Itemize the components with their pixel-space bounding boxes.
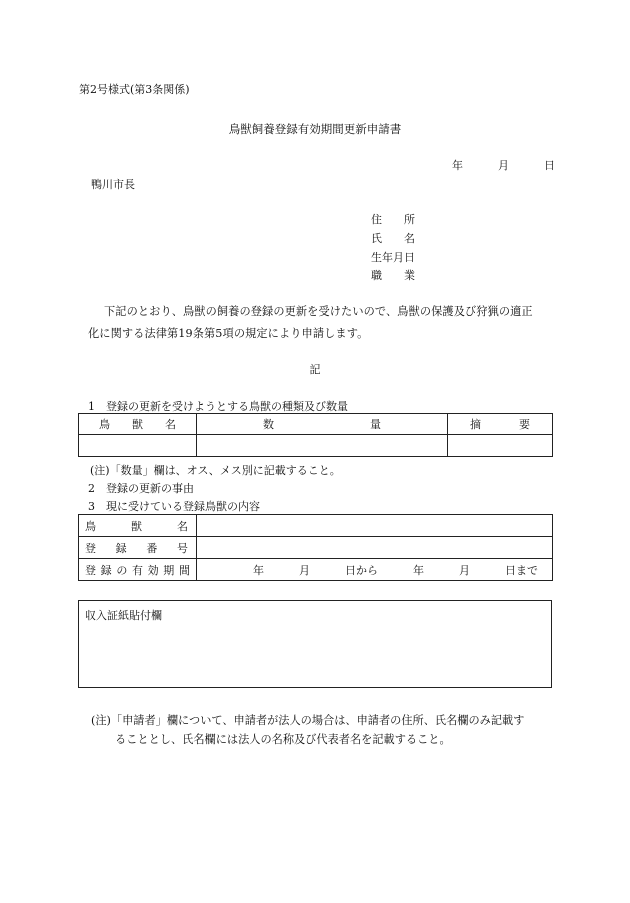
applicant-address-label: 住 所 bbox=[371, 213, 415, 226]
column-header-remarks: 摘 要 bbox=[448, 414, 553, 435]
row-label-registration-number: 登 録 番 号 bbox=[79, 537, 197, 559]
date-day-label: 日 bbox=[544, 159, 555, 172]
animal-type-quantity-table bbox=[78, 413, 553, 457]
registered-animal-table bbox=[78, 514, 553, 581]
table-row bbox=[79, 515, 553, 537]
body-text-line-2: 化に関する法律第19条第5項の規定により申請します。 bbox=[88, 327, 369, 340]
period-end-day: 日まで bbox=[505, 563, 538, 577]
registration-number-cell[interactable] bbox=[197, 537, 553, 559]
date-month-label: 月 bbox=[498, 159, 509, 172]
note-quantity: (注)「数量」欄は、オス、メス別に記載すること。 bbox=[90, 464, 341, 477]
table-row bbox=[79, 559, 553, 581]
section-1-heading: 1 登録の更新を受けようとする鳥獣の種類及び数量 bbox=[88, 400, 348, 413]
period-start-day: 日から bbox=[345, 563, 378, 577]
revenue-stamp-box[interactable] bbox=[78, 600, 552, 688]
column-header-animal-name: 鳥 獣 名 bbox=[79, 414, 197, 435]
table-row bbox=[79, 537, 553, 559]
note-applicant-line-1: (注)「申請者」欄について、申請者が法人の場合は、申請者の住所、氏名欄のみ記載す bbox=[91, 714, 525, 727]
period-start-month: 月 bbox=[299, 563, 310, 577]
addressee: 鴨川市長 bbox=[91, 178, 135, 191]
applicant-name-label: 氏 名 bbox=[371, 232, 415, 245]
quantity-cell[interactable] bbox=[197, 435, 448, 457]
remarks-cell[interactable] bbox=[448, 435, 553, 457]
row-label-valid-period: 登 録 の 有 効 期 間 bbox=[79, 559, 197, 581]
revenue-stamp-label: 収入証紙貼付欄 bbox=[85, 609, 162, 622]
form-number: 第2号様式(第3条関係) bbox=[79, 83, 190, 96]
applicant-birthdate-label: 生年月日 bbox=[371, 251, 415, 264]
period-end-month: 月 bbox=[459, 563, 470, 577]
note-applicant-line-2: ることとし、氏名欄には法人の名称及び代表者名を記載すること。 bbox=[115, 733, 451, 746]
animal-name-cell[interactable] bbox=[79, 435, 197, 457]
ki-heading: 記 bbox=[309, 363, 321, 376]
row-label-animal-name: 鳥 獣 名 bbox=[79, 515, 197, 537]
valid-period-cell[interactable] bbox=[197, 559, 553, 581]
period-start-year: 年 bbox=[253, 563, 264, 577]
section-2-heading: 2 登録の更新の事由 bbox=[88, 482, 194, 495]
body-text-line-1: 下記のとおり、鳥獣の飼養の登録の更新を受けたいので、鳥獣の保護及び狩猟の適正 bbox=[104, 305, 533, 318]
table-header-row bbox=[79, 414, 553, 435]
section-3-heading: 3 現に受けている登録鳥獣の内容 bbox=[88, 500, 260, 513]
table-row bbox=[79, 435, 553, 457]
document-title: 鳥獣飼養登録有効期間更新申請書 bbox=[228, 122, 402, 136]
date-year-label: 年 bbox=[452, 159, 463, 172]
column-header-quantity: 数 量 bbox=[197, 414, 448, 435]
applicant-occupation-label: 職 業 bbox=[371, 269, 415, 282]
date-line bbox=[452, 157, 555, 173]
period-end-year: 年 bbox=[413, 563, 424, 577]
registered-animal-name-cell[interactable] bbox=[197, 515, 553, 537]
